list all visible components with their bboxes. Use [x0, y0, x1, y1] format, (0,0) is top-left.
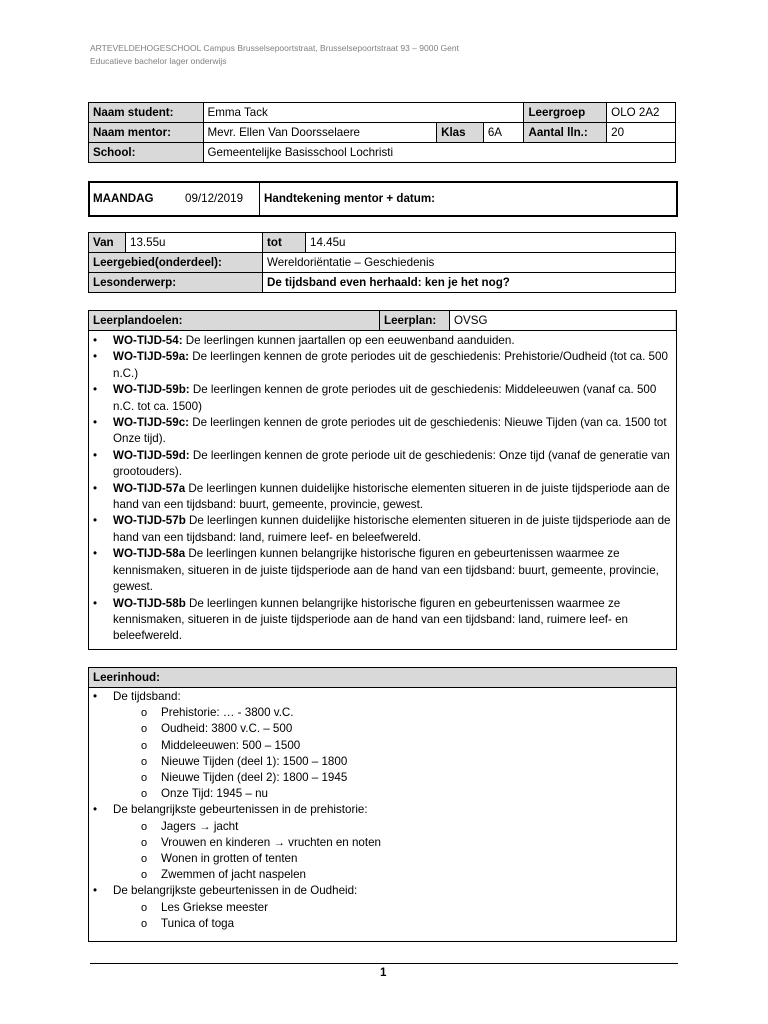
section-antiquity: • De belangrijkste gebeurtenissen in de Oudheid: — [89, 883, 676, 899]
goal-text: De leerlingen kunnen jaartallen op een eeuwenband aanduiden. — [182, 334, 515, 347]
goal-item — [89, 415, 672, 448]
school-address: ARTEVELDEHOGESCHOOL Campus Brusselsepoortstraat, Brusselsepoortstraat 93 – 9000 Gent — [90, 43, 459, 53]
goal-code: WO-TIJD-57b — [113, 514, 186, 528]
count-label: Aantal lln.: — [524, 123, 607, 143]
day-signature-box — [88, 181, 678, 217]
content-subitem: o Vrouwen en kinderen → vruchten en noten — [89, 835, 676, 851]
goal-item — [89, 596, 672, 645]
goal-text: De leerlingen kunnen belangrijke historische figuren en gebeurtenissen waarmee ze kennismaken, situeren in de juiste tijdsperiode aan de hand van een tijdsband: land, ruimere leef- en beleefwereld. — [113, 596, 628, 643]
area-label: Leergebied(onderdeel): — [89, 253, 263, 273]
goal-code: WO-TIJD-59c: — [113, 416, 190, 430]
goal-item — [89, 546, 672, 595]
goals-label: Leerplandoelen: — [93, 314, 183, 327]
student-value: Emma Tack — [203, 103, 524, 123]
topic-label: Lesonderwerp: — [89, 273, 263, 293]
goal-item — [89, 349, 672, 382]
content-subitem: o Tunica of toga — [89, 916, 676, 932]
content-subitem: o Oudheid: 3800 v.C. – 500 — [89, 721, 676, 737]
from-value: 13.55u — [126, 233, 263, 253]
goal-code: WO-TIJD-59d: — [113, 448, 190, 462]
goal-code: WO-TIJD-59b: — [113, 383, 190, 397]
goal-code: WO-TIJD-58b — [113, 596, 186, 610]
to-value: 14.45u — [306, 233, 676, 253]
section-prehistory: • De belangrijkste gebeurtenissen in de prehistorie: — [89, 802, 676, 818]
content-subitem: o Prehistorie: … - 3800 v.C. — [89, 705, 676, 721]
goal-item — [89, 513, 672, 546]
plan-label: Leerplan: — [384, 314, 437, 327]
content-box — [88, 667, 677, 942]
goal-text: De leerlingen kennen de grote periodes uit de geschiedenis: Middeleeuwen (vanaf ca. 500 n.C. tot ca. 1500) — [113, 383, 657, 413]
goals-header — [89, 311, 676, 331]
mentor-value: Mevr. Ellen Van Doorsselaere — [203, 123, 437, 143]
signature-label: Handtekening mentor + datum: — [264, 192, 436, 205]
goals-box — [88, 310, 677, 650]
goal-text: De leerlingen kennen de grote periodes uit de geschiedenis: Nieuwe Tijden (van ca. 1500 tot Onze tijd). — [113, 416, 667, 446]
topic-value: De tijdsband even herhaald: ken je het nog? — [263, 273, 676, 293]
goal-code: WO-TIJD-57a — [113, 481, 186, 495]
goal-item — [89, 382, 672, 415]
content-subitem: o Wonen in grotten of tenten — [89, 851, 676, 867]
class-label: Klas — [437, 123, 484, 143]
lesson-table — [88, 232, 676, 293]
divider — [379, 311, 380, 330]
goal-text: De leerlingen kennen de grote periode uit de geschiedenis: Onze tijd (vanaf de generatie van grootouders). — [113, 448, 670, 479]
count-value: 20 — [607, 123, 676, 143]
goal-text: De leerlingen kunnen belangrijke historische figuren en gebeurtenissen waarmee ze kennismaken, situeren in de juiste tijdsperiode aan de hand van een tijdsband: buurt, gemeente, provincie, gewest. — [113, 547, 659, 594]
mentor-label: Naam mentor: — [89, 123, 204, 143]
goal-text: De leerlingen kunnen duidelijke historische elementen situeren in de juiste tijdsperiode aan de hand van een tijdsband: land, ruimere leef- en beleefwereld. — [113, 514, 671, 544]
goal-text: De leerlingen kennen de grote periodes uit de geschiedenis: Prehistorie/Oudheid (tot ca. 500 n.C.) — [113, 350, 668, 380]
weekday: MAANDAG — [93, 192, 154, 205]
to-label: tot — [263, 233, 306, 253]
timeline-list — [89, 705, 676, 802]
goal-item — [89, 333, 672, 349]
student-info-table — [88, 102, 676, 163]
plan-value: OVSG — [449, 311, 675, 330]
content-subitem: o Les Griekse meester — [89, 900, 676, 916]
from-label: Van — [89, 233, 126, 253]
program-name: Educatieve bachelor lager onderwijs — [90, 56, 227, 66]
section-timeline: • De tijdsband: — [89, 689, 676, 705]
content-subitem: o Nieuwe Tijden (deel 2): 1800 – 1945 — [89, 770, 676, 786]
goal-code: WO-TIJD-59a: — [113, 350, 190, 364]
goal-code: WO-TIJD-58a — [113, 547, 186, 561]
goal-item — [89, 481, 672, 514]
class-value: 6A — [483, 123, 524, 143]
content-subitem: o Middeleeuwen: 500 – 1500 — [89, 738, 676, 754]
group-label: Leergroep — [524, 103, 607, 123]
school-label: School: — [89, 143, 204, 163]
area-value: Wereldoriëntatie – Geschiedenis — [263, 253, 676, 273]
prehistory-list — [89, 819, 676, 884]
page-number: 1 — [380, 966, 387, 979]
antiquity-list — [89, 900, 676, 932]
content-subitem: o Zwemmen of jacht naspelen — [89, 867, 676, 883]
lesson-date: 09/12/2019 — [185, 192, 244, 205]
group-value: OLO 2A2 — [607, 103, 676, 123]
school-value: Gemeentelijke Basisschool Lochristi — [203, 143, 676, 163]
content-subitem: o Jagers → jacht — [89, 819, 676, 835]
goals-list — [89, 331, 676, 647]
footer-rule — [90, 963, 678, 964]
content-subitem: o Nieuwe Tijden (deel 1): 1500 – 1800 — [89, 754, 676, 770]
goal-text: De leerlingen kunnen duidelijke historische elementen situeren in de juiste tijdsperiode aan de hand van een tijdsband: buurt, gemeente, provincie, gewest. — [113, 481, 670, 512]
goal-item — [89, 448, 672, 481]
content-subitem: o Onze Tijd: 1945 – nu — [89, 786, 676, 802]
goal-code: WO-TIJD-54: — [113, 334, 183, 347]
content-body — [89, 688, 676, 932]
divider — [259, 183, 260, 215]
content-header: Leerinhoud: — [89, 668, 676, 688]
student-label: Naam student: — [89, 103, 204, 123]
